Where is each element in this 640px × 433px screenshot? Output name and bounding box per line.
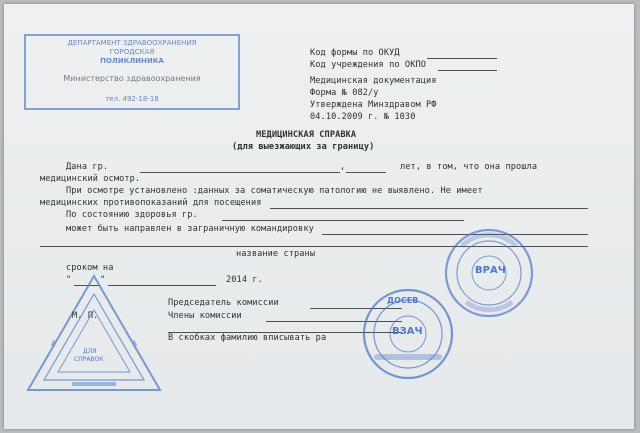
approval-date: 04.10.2009 г. № 1030 [310,112,416,122]
brackets-note: В скобках фамилию вписывать ра [168,333,327,343]
document-title: МЕДИЦИНСКАЯ СПРАВКА [256,130,357,140]
stamp-line: тел. 492-18-18 [105,95,159,103]
doc-type: Медицинская документация [310,76,437,86]
medical-certificate-page [4,4,634,429]
name-line [140,172,340,173]
comma: , [340,162,346,172]
destination-line [270,208,588,209]
round-stamp-left-center: ВЗАЧ [392,326,423,337]
triangle-stamp-text: ДЛЯ [83,348,97,355]
issued-to-label: Дана гр. [66,162,109,172]
country-caption: название страны [236,249,316,259]
triangle-stamp [24,272,164,394]
chairman-label: Председатель комиссии [168,298,279,308]
term-label: сроком на [66,263,114,273]
exam-text: медицинский осмотр. [40,174,141,184]
quote-open: " [66,275,72,285]
stamp-line: ПОЛИКЛИНИКА [100,57,164,65]
form-number: Форма № 082/у [310,88,379,98]
triangle-stamp-text: СПРАВОК [74,356,104,363]
okpo-label: Код учреждения по ОКПО [310,60,427,70]
health-label: По состоянию здоровья гр. [66,210,198,220]
document-subtitle: (для выезжающих за границу) [232,142,375,152]
approved-by: Утверждена Минздравом РФ [310,100,437,110]
okud-line [427,58,497,59]
may-send-text: может быть направлен в заграничную командировку [66,224,314,234]
quote-close: " [100,275,106,285]
stamp-line: Министерство здравоохранения [63,74,201,83]
years-text: лет, в том, что она прошла [400,162,538,172]
okud-label: Код формы по ОКУД [310,48,400,58]
finding-line-1: При осмотре установлено :данных за соматическую патологию не выявлено. Не имеет [66,186,483,196]
round-stamp-left-text: ДОСЕВ [387,296,419,305]
finding-line-2: медицинских противопоказаний для посещения [40,198,262,208]
stamp-line: ГОРОДСКАЯ [109,48,155,56]
year-text: 2014 г. [226,275,263,285]
members-label: Члены комиссии [168,311,242,321]
round-stamp-right-text: ВРАЧ [475,265,506,276]
okpo-line [438,70,497,71]
stamp-line: ДЕПАРТАМЕНТ ЗДРАВООХРАНЕНИЯ [67,39,197,47]
health-name-line [222,220,464,221]
age-line [346,172,386,173]
institution-stamp [24,34,240,110]
mp-label: М. П. [72,311,99,321]
